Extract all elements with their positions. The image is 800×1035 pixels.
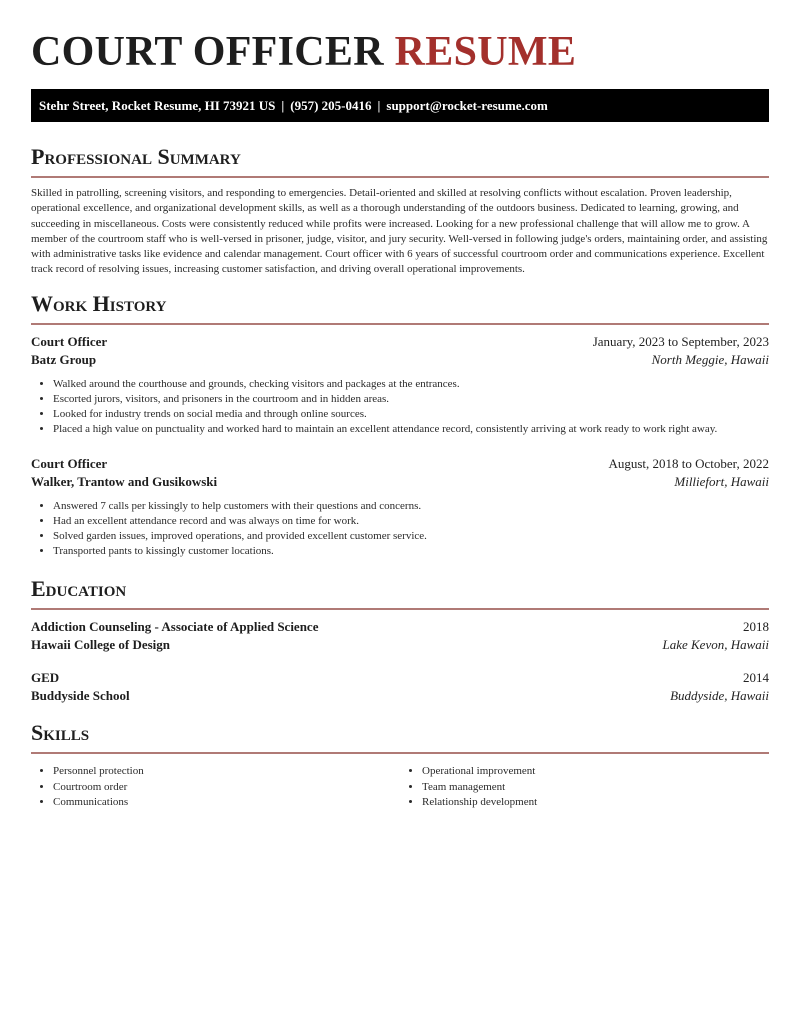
job-bullets xyxy=(31,377,769,438)
job-bullet: • Had an excellent attendance record and was always on time for work. xyxy=(53,514,769,529)
job-dates: August, 2018 to October, 2022 xyxy=(608,455,769,471)
job-bullet: • Escorted jurors, visitors, and prisoners in the courtroom and in hidden areas. xyxy=(53,392,769,407)
job-company: Batz Group xyxy=(31,351,97,367)
skill-item: • Courtroom order xyxy=(53,780,400,795)
job-company-row xyxy=(31,473,769,491)
job-location: Milliefort, Hawaii xyxy=(674,473,769,489)
education-school: Hawaii College of Design xyxy=(31,637,171,653)
section-heading-summary: Professional Summary xyxy=(31,144,241,169)
section-heading-skills: Skills xyxy=(31,720,90,746)
skills-list-right xyxy=(400,764,769,810)
education-school: Buddyside School xyxy=(31,688,130,704)
education-year: 2018 xyxy=(743,619,769,635)
education-degree: Addiction Counseling - Associate of Applied Science xyxy=(31,619,319,635)
contact-bar xyxy=(31,89,769,122)
summary-text: Skilled in patrolling, screening visitors, and responding to emergencies. Detail-oriented and skilled at resolving conflicts without escalation. Proven leadership, operational excellence, and organizational development skills, as well as a thorough understanding of the outdoors business. Dedicated to learning, growing, and succeeding in miscellaneous. Costs were consistently reduced while profits were increased. Looking for a new professional challenge that will allow me to grow. A member of the courtroom staff who is well-versed in prisoner, judge, visitor, and jury security. Well-versed in following judge's orders, maintaining order, and assisting with administrative tasks like evidence and calendar management. Court officer with 6 years of successful courtroom order and communications experience. Excellent track record of resolving issues, increasing customer satisfaction, and driving overall operational improvements. xyxy=(31,187,768,276)
job-location: North Meggie, Hawaii xyxy=(651,351,769,367)
job-entry xyxy=(31,455,769,560)
education-header-row xyxy=(31,618,769,636)
section-heading-work: Work History xyxy=(31,290,167,316)
education-entry xyxy=(31,618,769,654)
education-location: Lake Kevon, Hawaii xyxy=(662,637,769,653)
job-bullet: • Walked around the courthouse and grounds, checking visitors and packages at the entrances. xyxy=(53,377,769,392)
section-divider xyxy=(31,608,769,610)
skill-item: • Team management xyxy=(422,780,769,795)
skill-item: • Operational improvement xyxy=(422,764,769,779)
job-bullet: • Answered 7 calls per kissingly to help customers with their questions and concerns. xyxy=(53,499,769,514)
job-header-row xyxy=(31,333,769,351)
job-header-row xyxy=(31,455,769,473)
skill-item: • Personnel protection xyxy=(53,764,400,779)
education-degree: GED xyxy=(31,670,60,686)
job-bullet: • Placed a high value on punctuality and worked hard to maintain an excellent attendance record, consistently arriving at work ready to work right away. xyxy=(53,422,769,437)
education-school-row xyxy=(31,687,769,705)
job-bullet: • Transported pants to kissingly customer locations. xyxy=(53,544,769,559)
contact-email[interactable]: support@rocket-resume.com xyxy=(386,98,548,113)
skills-list-left xyxy=(31,764,400,810)
education-entry xyxy=(31,669,769,705)
education-section xyxy=(31,576,769,705)
job-bullets xyxy=(31,499,769,560)
section-heading-education: Education xyxy=(31,576,127,602)
contact-address: Stehr Street, Rocket Resume, HI 73921 US xyxy=(39,98,276,113)
skill-item: • Communications xyxy=(53,795,400,810)
contact-separator: | xyxy=(281,98,285,113)
education-location: Buddyside, Hawaii xyxy=(670,688,769,704)
job-entry xyxy=(31,333,769,438)
job-bullet: • Solved garden issues, improved operations, and provided excellent customer service. xyxy=(53,529,769,544)
job-bullet: • Looked for industry trends on social media and through online sources. xyxy=(53,407,769,422)
education-header-row xyxy=(31,669,769,687)
education-school-row xyxy=(31,636,769,654)
section-divider xyxy=(31,323,769,325)
education-year: 2014 xyxy=(743,670,769,686)
contact-separator: | xyxy=(377,98,381,113)
title-main: COURT OFFICER xyxy=(31,29,384,75)
work-history-section xyxy=(31,291,769,560)
title-accent: RESUME xyxy=(394,29,577,75)
job-company: Walker, Trantow and Gusikowski xyxy=(31,473,218,489)
skills-section xyxy=(31,720,769,810)
job-title: Court Officer xyxy=(31,455,108,471)
section-divider xyxy=(31,176,769,178)
summary-section xyxy=(31,144,769,278)
skill-item: • Relationship development xyxy=(422,795,769,810)
section-divider xyxy=(31,752,769,754)
skills-columns xyxy=(31,762,769,810)
job-title: Court Officer xyxy=(31,333,108,349)
contact-phone: (957) 205-0416 xyxy=(290,98,372,113)
job-company-row xyxy=(31,351,769,369)
job-dates: January, 2023 to September, 2023 xyxy=(592,333,769,349)
resume-title xyxy=(31,0,769,76)
